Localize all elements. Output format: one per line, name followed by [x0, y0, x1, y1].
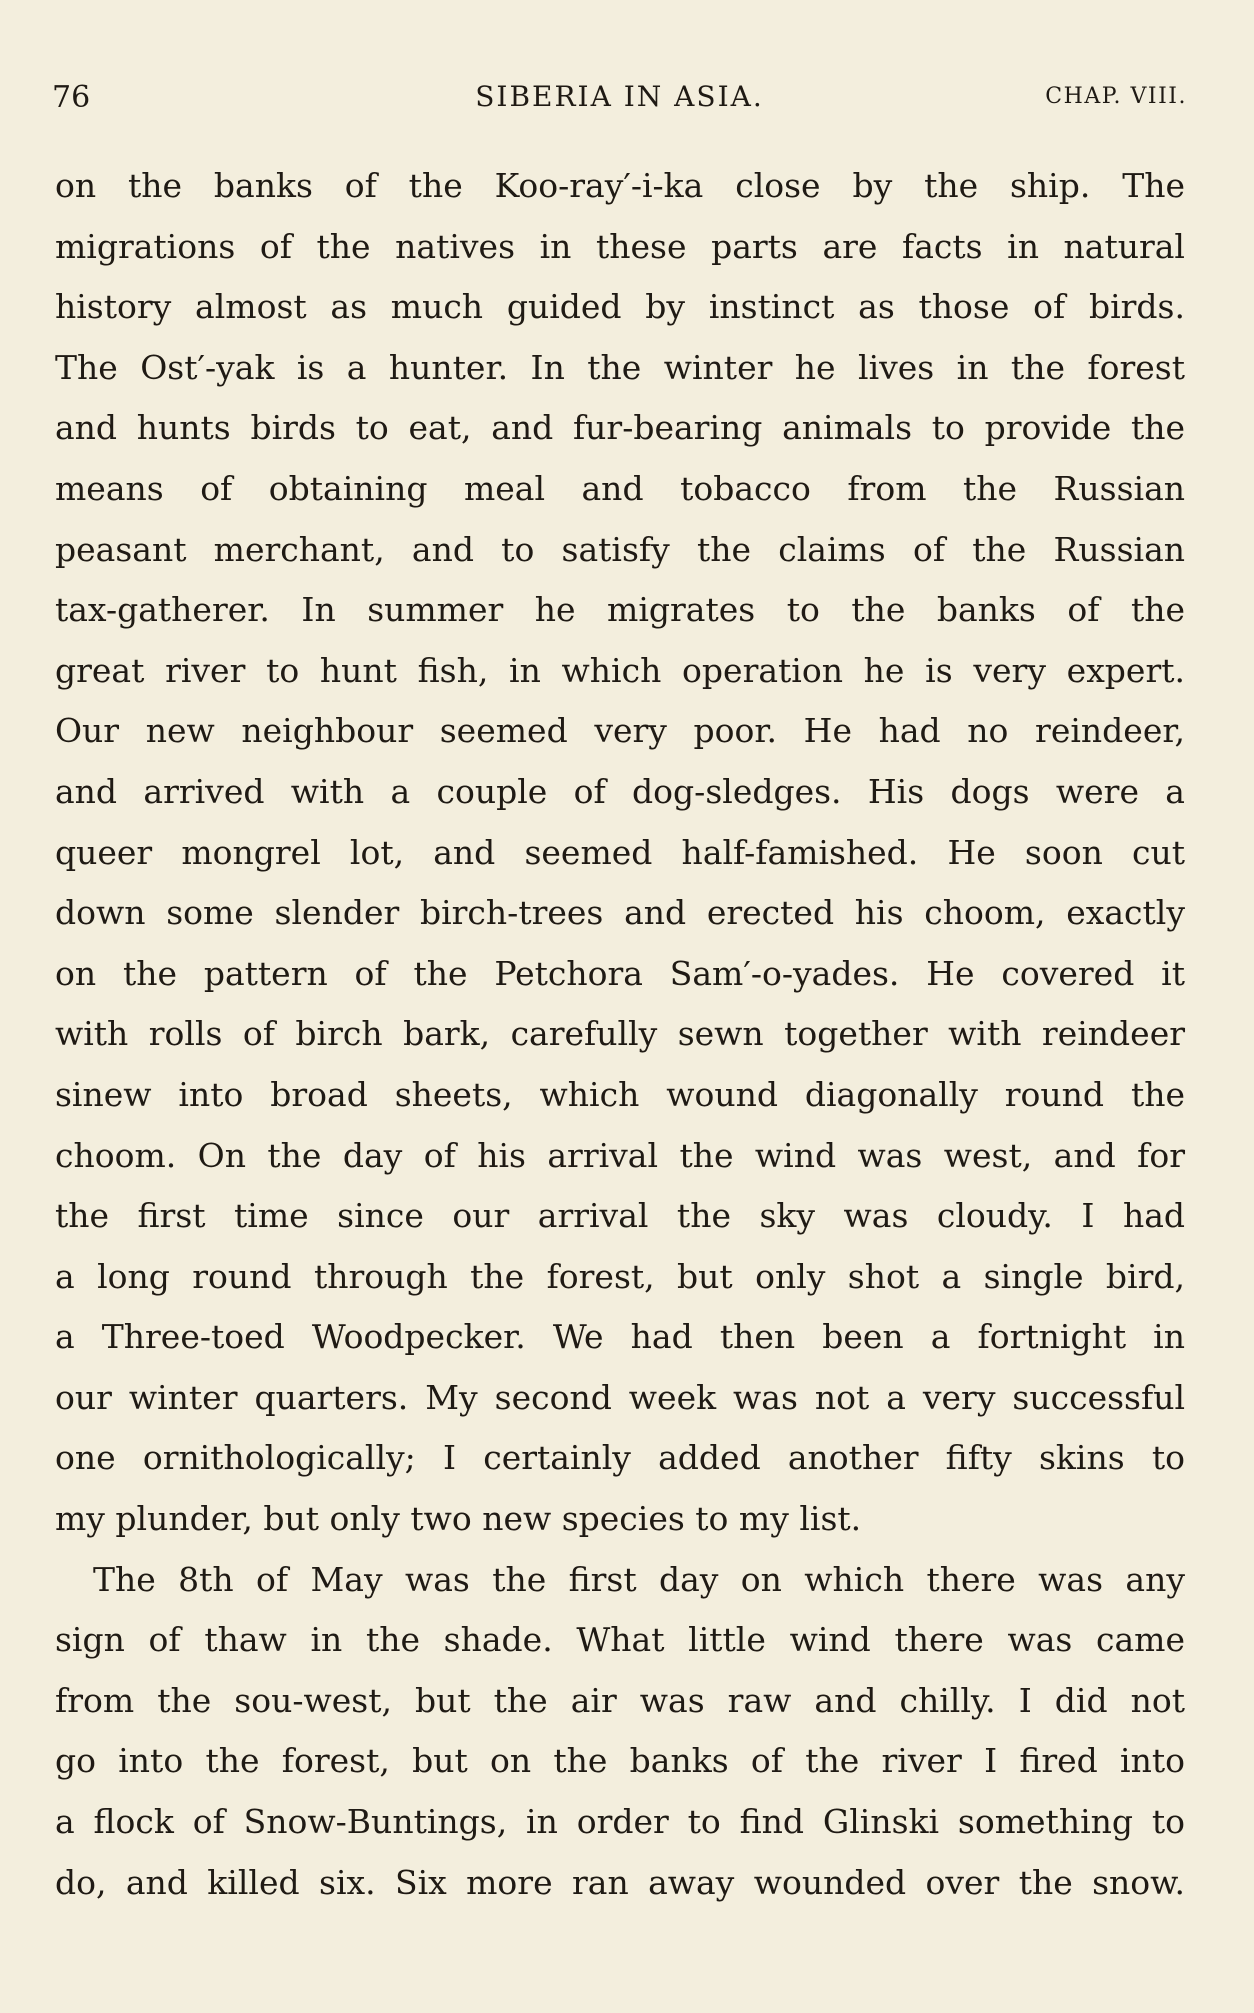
chapter-label: CHAP. VIII. — [1045, 84, 1187, 109]
text-line: means of obtaining meal and tobacco from the Russian — [55, 468, 1185, 508]
text-line: do, and killed six. Six more ran away wounded over the snow. — [55, 1862, 1185, 1902]
running-title: SIBERIA IN ASIA. — [475, 80, 764, 113]
text-line: and arrived with a couple of dog-sledges. His dogs were a — [55, 771, 1185, 811]
text-line: down some slender birch-trees and erected his choom, exactly — [55, 893, 1185, 933]
text-line: the first time since our arrival the sky was cloudy. I had — [55, 1196, 1185, 1236]
text-line: queer mongrel lot, and seemed half-famished. He soon cut — [55, 832, 1185, 872]
page-header — [52, 80, 1187, 120]
text-line: migrations of the natives in these parts are facts in natural — [55, 226, 1185, 266]
text-line: our winter quarters. My second week was not a very successful — [55, 1377, 1185, 1417]
text-line: a flock of Snow-Buntings, in order to find Glinski something to — [55, 1802, 1185, 1842]
text-line: from the sou-west, but the air was raw and chilly. I did not — [55, 1680, 1185, 1720]
paragraph-2 — [55, 1550, 1185, 1914]
text-line: go into the forest, but on the banks of the river I fired into — [55, 1741, 1185, 1781]
text-line: choom. On the day of his arrival the wind was west, and for — [55, 1135, 1185, 1175]
body-text — [55, 156, 1185, 1913]
text-line: history almost as much guided by instinct as those of birds. — [55, 287, 1185, 327]
text-line: a Three-toed Woodpecker. We had then been a fortnight in — [55, 1317, 1185, 1357]
paragraph-1 — [55, 156, 1185, 1550]
text-line: on the banks of the Koo-ray′-i-ka close by the ship. The — [55, 166, 1185, 205]
text-line: one ornithologically; I certainly added another fifty skins to — [55, 1438, 1185, 1478]
text-line: sinew into broad sheets, which wound diagonally round the — [55, 1074, 1185, 1114]
text-line: Our new neighbour seemed very poor. He had no reindeer, — [55, 711, 1185, 751]
text-line: with rolls of birch bark, carefully sewn together with reindeer — [55, 1014, 1185, 1054]
text-line: my plunder, but only two new species to my list. — [55, 1499, 862, 1539]
text-line: peasant merchant, and to satisfy the claims of the Russian — [55, 529, 1185, 569]
text-line: The Ost′-yak is a hunter. In the winter he lives in the forest — [55, 347, 1185, 387]
text-line: and hunts birds to eat, and fur-bearing animals to provide the — [55, 408, 1185, 448]
text-line: tax-gatherer. In summer he migrates to the banks of the — [55, 590, 1185, 630]
page-number: 76 — [52, 80, 91, 115]
text-line: The 8th of May was the first day on which there was any — [93, 1559, 1185, 1599]
text-line: on the pattern of the Petchora Sam′-o-yades. He covered it — [55, 953, 1185, 993]
text-line: a long round through the forest, but only shot a single bird, — [55, 1256, 1185, 1296]
text-line: sign of thaw in the shade. What little wind there was came — [55, 1620, 1185, 1660]
text-line: great river to hunt fish, in which operation he is very expert. — [55, 650, 1185, 690]
